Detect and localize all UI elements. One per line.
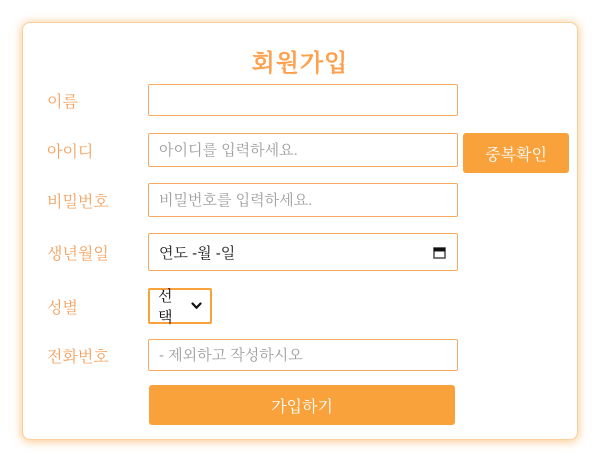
birthdate-label: 생년월일 [47,245,109,263]
userid-input[interactable] [148,133,458,167]
gender-select[interactable] [148,288,212,324]
password-label: 비밀번호 [47,193,109,211]
phone-label: 전화번호 [47,348,109,366]
birthdate-field-row [47,233,458,271]
birthdate-value: 연도 -월 -일 [159,244,236,262]
userid-label: 아이디 [47,143,94,161]
phone-input[interactable] [148,339,458,371]
gender-selected-value: 선택 [158,288,173,326]
birthdate-input[interactable] [148,233,458,271]
name-label: 이름 [47,93,78,111]
chevron-down-icon [191,302,202,310]
duplicate-check-button[interactable]: 중복확인 [463,133,569,173]
calendar-icon[interactable] [432,245,447,260]
password-input[interactable] [148,183,458,217]
name-input[interactable] [148,84,458,116]
gender-label: 성별 [47,299,78,317]
phone-field-row [47,339,458,371]
signup-card [22,22,578,440]
password-field-row [47,183,458,217]
userid-field-row [47,133,458,167]
page-title: 회원가입 [251,50,349,77]
signup-submit-button[interactable]: 가입하기 [149,385,455,425]
gender-field-row [47,288,212,324]
name-field-row [47,84,458,116]
